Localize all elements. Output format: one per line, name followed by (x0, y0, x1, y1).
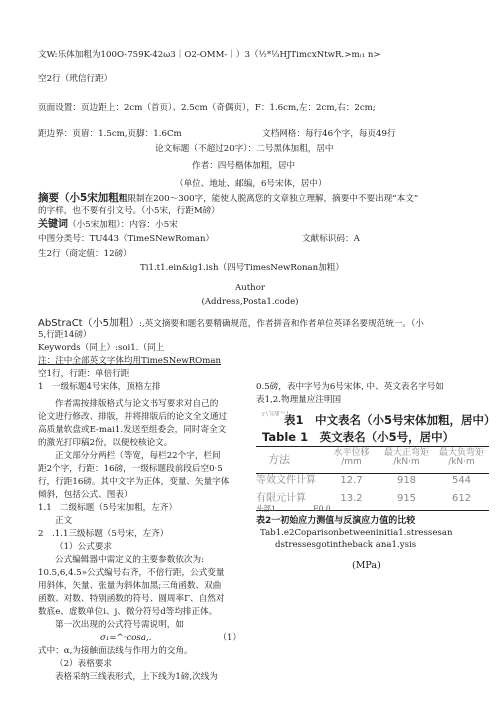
body-line: 公式编辑器中需定义的主要参数依次为: (55, 555, 204, 565)
page-setup-note: 页面设置：页边距上：2cm（首页）、2.5cm（奇偶页），F：1.6cm,左：2cm,右：2cm; (38, 103, 376, 113)
table2-unit: (MPa) (352, 560, 381, 571)
english-abstract-cont: 5,行距14磅） (38, 330, 92, 340)
body-line: 式中：α,为接触面法线与作用力的交角。 (38, 646, 193, 656)
section-2-heading: 2 .1.1三级标题（5号宋，左齐） (38, 529, 169, 539)
abstract-label-suffix: 粗 (118, 194, 128, 204)
body-line: 倾斜，包括公式、图表） (38, 490, 133, 500)
clc-code: 中图分类号：TU443（TimeSNewRoman） (38, 234, 215, 244)
table-title-en: Table 1 英文表名（小5号，居中） (262, 430, 455, 444)
english-abstract-label: AbStraCt（小5加粗） (38, 318, 139, 329)
body-line: 表格采纳三线表形式，上下线为1磅,次线为 (55, 672, 218, 682)
header-spacing-note: 空2行（玳信行距） (38, 74, 113, 84)
table2-caption-en-cont: dstressesgotintheback ana1.ysis (275, 540, 417, 550)
table-cell: 有限元计算 (256, 493, 306, 504)
doc-grid-note: 文档网格：每行46个字，每页49行 (262, 129, 396, 139)
english-abstract-text: :,英文摘要和题名要精确规范，作者拼音和作者单位英译名要规范统一。（小 (138, 319, 424, 329)
body-line: 表1,2.物理量应注明国 (256, 395, 342, 405)
table-requirements-heading: （2）表格要求 (55, 659, 113, 669)
body-line: 论文进行修改、排版，并将排版后的论文全文通过 (38, 412, 228, 422)
table2-caption-en: Tab1.e2Coparisonbetweeninitia1.stressesan (260, 528, 453, 538)
english-keywords: Keywords（同上）:soi1.（同上 (38, 343, 165, 353)
table-header-cell: 水平位移 /mm (333, 448, 370, 467)
body-line: 距2个字，行距：16磅，一级标题段前段后空0·5 (38, 464, 223, 474)
keywords-rest: （小5宋加粗）：内容：小5宋 (68, 220, 178, 230)
table-cell: 544 (451, 475, 472, 486)
table-title-cn: 表1 中文表名（小5号宋体加粗，居中） (284, 413, 496, 427)
body-line: 函数、对数、特别函数的符号、圆周率Γ、自然对 (38, 594, 225, 604)
table-cell: 915 (396, 493, 417, 504)
english-author: Author (234, 283, 265, 293)
title-note: 论文标题（不超过20字）：二号黑体加粗，居中 (155, 144, 334, 154)
body-line: 数底e、虚数单位i、j、微分符号d等均排正体。 (38, 607, 218, 617)
table-header-cell: 最大正弯矩 /kN·m (383, 448, 429, 467)
body-line: 第一次出现的公式符号需说明，如 (55, 620, 184, 630)
table-cell: 等效文件计算 (256, 475, 316, 486)
body-line: 的激光打印稿2份，以便校核论文。 (38, 438, 173, 448)
table-row (256, 476, 489, 490)
keywords-label: 关键词 (38, 219, 68, 230)
table-cell: 612 (451, 493, 472, 504)
formula-requirements-heading: （1）公式要求 (55, 542, 113, 552)
english-font-note: 注：注中全部英文字体均用TimeSNewROman (38, 356, 222, 366)
faint-artifact: r∖⅞Ψ™1 (262, 411, 290, 418)
spacing-note: 生2行（商定值：12磅） (38, 249, 132, 259)
unit-note: （单位、地址、邮编，6号宋体，居中） (175, 179, 327, 189)
table-cell: 13.2 (340, 493, 363, 504)
table-footnote: 头部1 E0.0 (256, 504, 331, 513)
data-table (256, 446, 489, 511)
abstract-zh (38, 193, 418, 205)
abstract-text: 限制在200～300字，能使人脱离您的文章独立理解，摘要中不要出现“本文” (127, 194, 419, 204)
body-text-label: 正文 (55, 516, 73, 526)
table2-caption-cn: 表2一初始应力测值与反演应力值的比较 (256, 516, 416, 526)
left-column (38, 381, 253, 684)
english-spacing-note: 空1行，行距：单倍行距 (38, 369, 130, 379)
english-title-note: Ti1.t1.ein&ig1.ish（四号TimesNewRonan加粗） (140, 263, 344, 273)
body-line: 10.5,6,4.5»公式编号右齐，不倍行距，公式变量 (38, 568, 225, 578)
author-note: 作者：四号楷体加粗，居中 (192, 161, 296, 171)
section-1-1-heading (38, 502, 253, 515)
abstract-label: 摘要（小5宋加粗 (38, 192, 119, 204)
formula: σ₁=^·cosa,. (100, 633, 152, 643)
body-line: 作者需按排版格式与论文书写要求对自己的 (55, 399, 219, 409)
english-address: (Address,Posta1.code) (201, 297, 299, 307)
doc-code: 文献标识码：A (302, 234, 360, 244)
header-line: 文W:乐体加粗为100O-759K-42ω3｜O2-OMM-｜）3（½*⅓HJTimcxNtwR.>m₍₁ n> (38, 50, 381, 60)
keywords-zh (38, 219, 178, 231)
section-1-1-text: 二级标题（5号宋加粗，左齐） (59, 503, 178, 513)
abstract-cont: 的字样，也不要有引文号。（小5宋，行距M磅） (38, 206, 220, 216)
formula-line (38, 632, 253, 645)
section-1-1-number: 1.1 (38, 503, 52, 513)
table-header-cell: 方法 (268, 453, 290, 466)
body-line: 用斜体，矢量、张量为斜体加黑;三角函数、双曲 (38, 581, 222, 591)
formula-number: （1） (218, 633, 241, 643)
margins-note: 距边界：页眉：1.5cm,页脚：1.6Cm (38, 129, 182, 139)
section-1-heading: 1 一级标题4号宋体，顶格左排 (38, 382, 161, 392)
table-cell: 918 (396, 475, 417, 486)
body-line: 0.5磅，表中字号为6号宋体, 中、英文表名字号如 (256, 382, 444, 392)
table-header-row (256, 447, 489, 474)
right-column-text (256, 381, 470, 407)
body-line: 正文部分分两栏（等宽，每栏22个字，栏间 (55, 451, 221, 461)
table-cell: 12.7 (340, 475, 363, 486)
table-header-cell: 最大负弯矩 /kN·m (438, 448, 484, 467)
english-abstract (38, 318, 424, 330)
body-line: 行，行距16磅。其中文字为正体，变量、矢量字体 (38, 477, 230, 487)
body-line: 高质量软盘或E-mai1.发送至组委会，同时寄全文 (38, 425, 227, 435)
